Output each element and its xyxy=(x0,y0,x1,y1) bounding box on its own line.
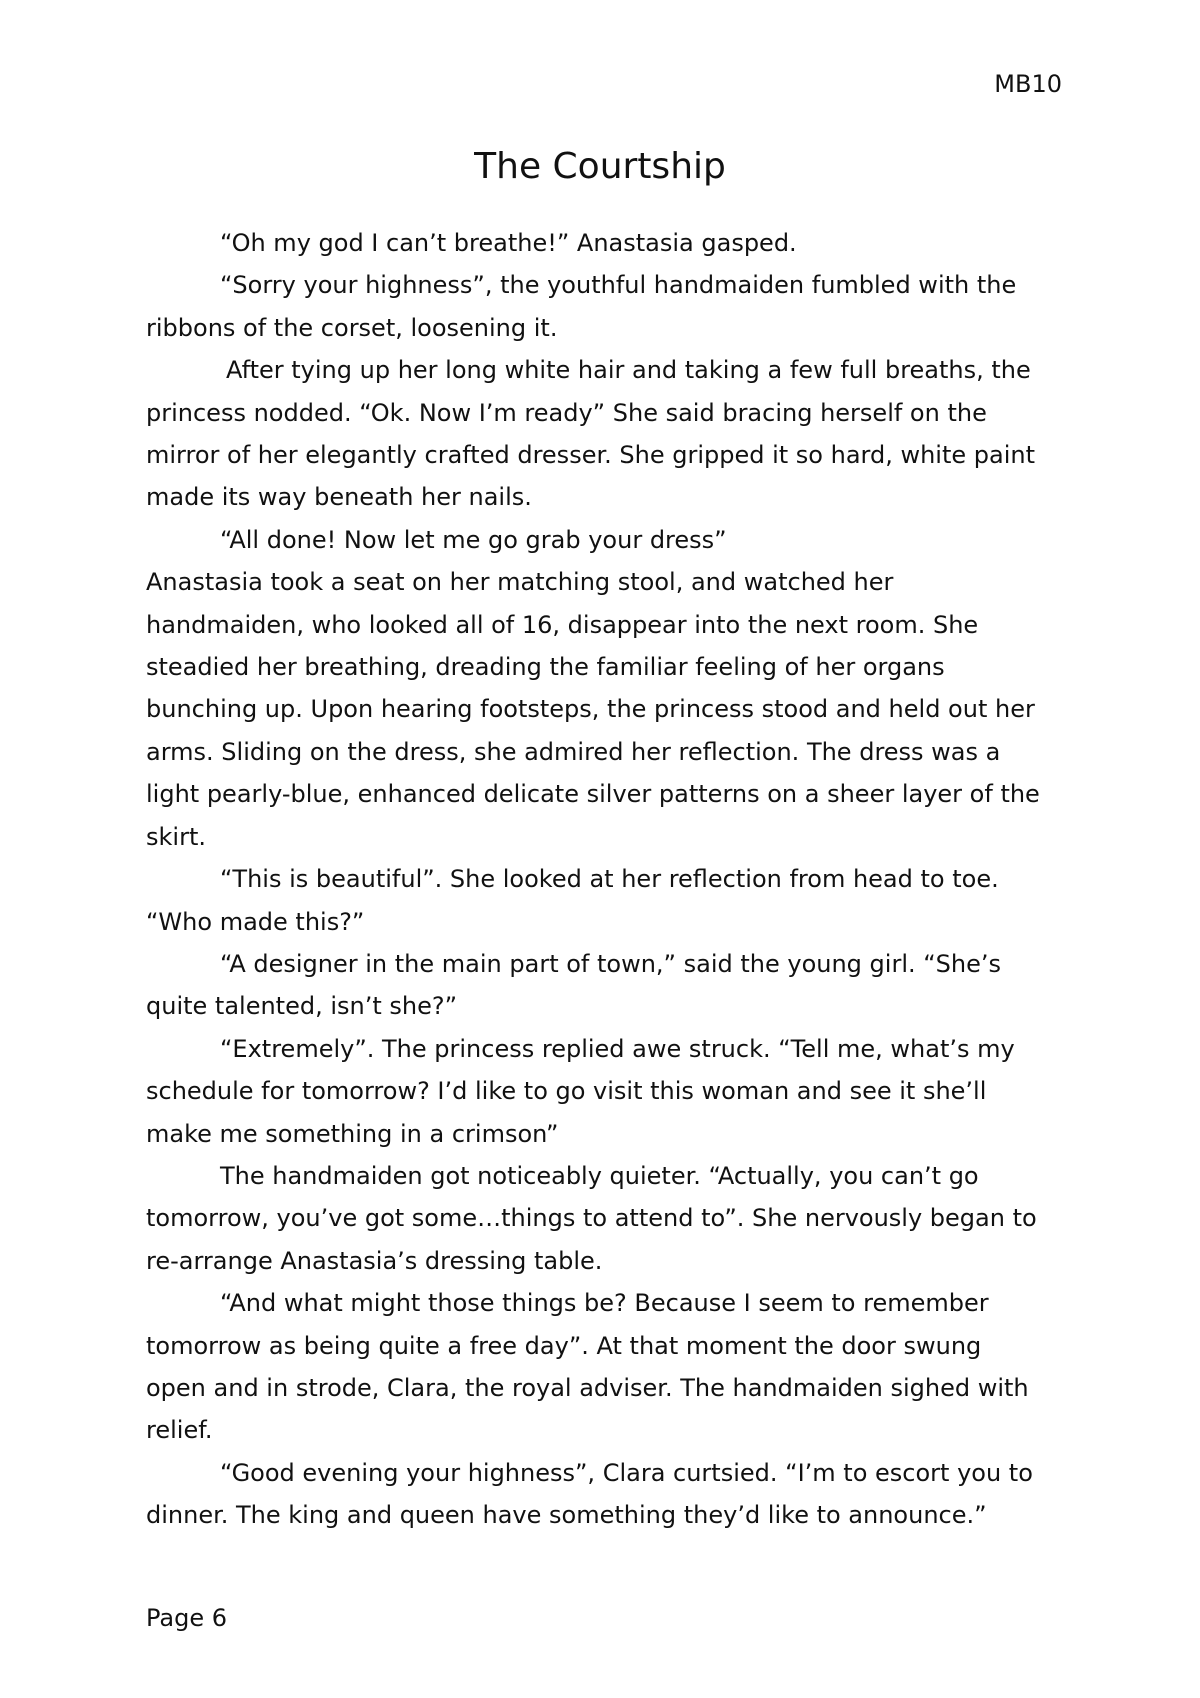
story-line: dinner. The king and queen have something they’d like to announce.” xyxy=(146,1501,987,1530)
story-line: After tying up her long white hair and taking a few full breaths, the xyxy=(226,356,1031,385)
story-line: princess nodded. “Ok. Now I’m ready” She said bracing herself on the xyxy=(146,398,987,427)
story-line: “A designer in the main part of town,” said the young girl. “She’s xyxy=(220,949,1002,978)
story-line: re-arrange Anastasia’s dressing table. xyxy=(146,1246,603,1275)
story-line: mirror of her elegantly crafted dresser. She gripped it so hard, white paint xyxy=(146,441,1036,470)
story-line: bunching up. Upon hearing footsteps, the princess stood and held out her xyxy=(146,695,1035,724)
story-line: ribbons of the corset, loosening it. xyxy=(146,313,558,342)
story-line: relief. xyxy=(146,1416,213,1445)
story-line: “Oh my god I can’t breathe!” Anastasia gasped. xyxy=(220,229,797,257)
page-number: Page 6 xyxy=(146,1604,227,1632)
story-line: “And what might those things be? Because I seem to remember xyxy=(220,1289,989,1318)
story-line: arms. Sliding on the dress, she admired her reflection. The dress was a xyxy=(146,737,1001,766)
story-line: made its way beneath her nails. xyxy=(146,483,532,512)
story-line: tomorrow as being quite a free day”. At that moment the door swung xyxy=(146,1331,982,1360)
story-line: “Extremely”. The princess replied awe struck. “Tell me, what’s my xyxy=(220,1034,1015,1063)
story-line: “Who made this?” xyxy=(146,907,365,936)
story-body xyxy=(146,222,1066,1537)
page-title: The Courtship xyxy=(474,146,726,187)
story-line: The handmaiden got noticeably quieter. “Actually, you can’t go xyxy=(220,1161,979,1190)
story-line: skirt. xyxy=(146,822,206,851)
story-line: open and in strode, Clara, the royal adviser. The handmaiden sighed with xyxy=(146,1373,1029,1402)
story-line: tomorrow, you’ve got some…things to attend to”. She nervously began to xyxy=(146,1204,1037,1233)
story-line: steadied her breathing, dreading the familiar feeling of her organs xyxy=(146,653,945,682)
story-line: “This is beautiful”. She looked at her reflection from head to toe. xyxy=(220,865,999,894)
story-line: light pearly-blue, enhanced delicate silver patterns on a sheer layer of the xyxy=(146,780,1040,809)
story-line: make me something in a crimson” xyxy=(146,1119,559,1148)
story-line: “All done! Now let me go grab your dress” xyxy=(220,525,727,554)
header-document-code: MB10 xyxy=(994,70,1062,98)
story-line: “Good evening your highness”, Clara curtsied. “I’m to escort you to xyxy=(220,1458,1033,1487)
story-line: quite talented, isn’t she?” xyxy=(146,992,458,1021)
story-line: Anastasia took a seat on her matching stool, and watched her xyxy=(146,568,894,597)
story-line: schedule for tomorrow? I’d like to go visit this woman and see it she’ll xyxy=(146,1077,987,1106)
story-line: “Sorry your highness”, the youthful handmaiden fumbled with the xyxy=(220,271,1017,300)
story-line: handmaiden, who looked all of 16, disappear into the next room. She xyxy=(146,610,979,639)
